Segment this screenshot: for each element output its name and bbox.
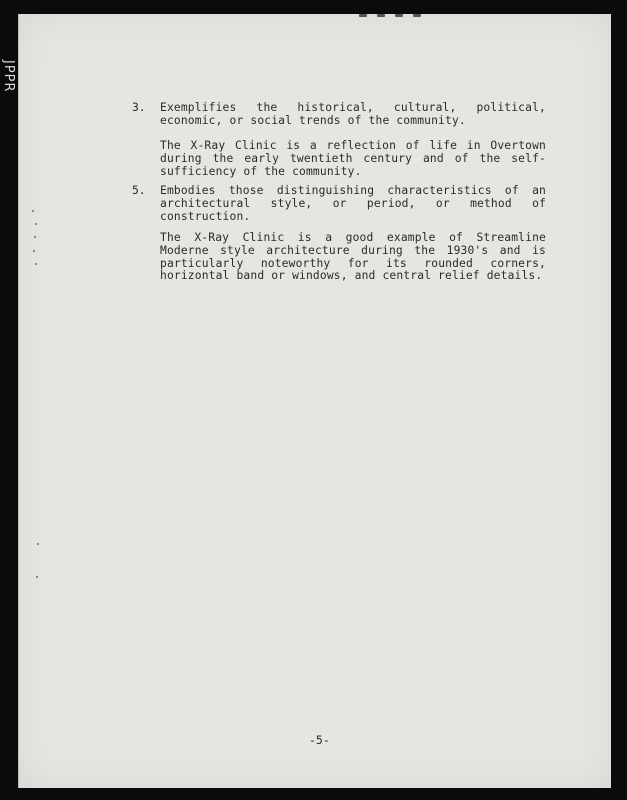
left-margin-speck <box>35 223 37 225</box>
left-margin-speck <box>34 236 36 238</box>
criterion-heading: Embodies those distinguishing characteristics of an architectural style, or period, or method of construction. <box>160 184 546 223</box>
criterion-heading: Exemplifies the historical, cultural, political, economic, or social trends of the community. <box>160 101 546 127</box>
scanned-page <box>18 14 611 788</box>
edge-label: JPPR <box>1 60 16 93</box>
scan-mark <box>413 14 421 17</box>
top-scan-marks <box>359 14 449 18</box>
left-margin-speck <box>37 543 39 545</box>
item-number: 5. <box>132 184 146 197</box>
left-margin-speck <box>33 250 35 252</box>
criterion-body: The X-Ray Clinic is a good example of Streamline Moderne style architecture during the 1930's and is particularly noteworthy for its rounded corners, horizontal band or windows, and central relief details. <box>160 231 546 283</box>
page-number: -5- <box>309 733 330 747</box>
scan-mark <box>395 14 403 17</box>
left-margin-speck <box>32 210 34 212</box>
criterion-body: The X-Ray Clinic is a reflection of life in Overtown during the early twentieth century and of the self-sufficiency of the community. <box>160 139 546 178</box>
left-margin-speck <box>35 263 37 265</box>
item-number: 3. <box>132 101 146 114</box>
left-margin-speck <box>36 576 38 578</box>
scan-mark <box>359 14 367 17</box>
scan-mark <box>377 14 385 17</box>
